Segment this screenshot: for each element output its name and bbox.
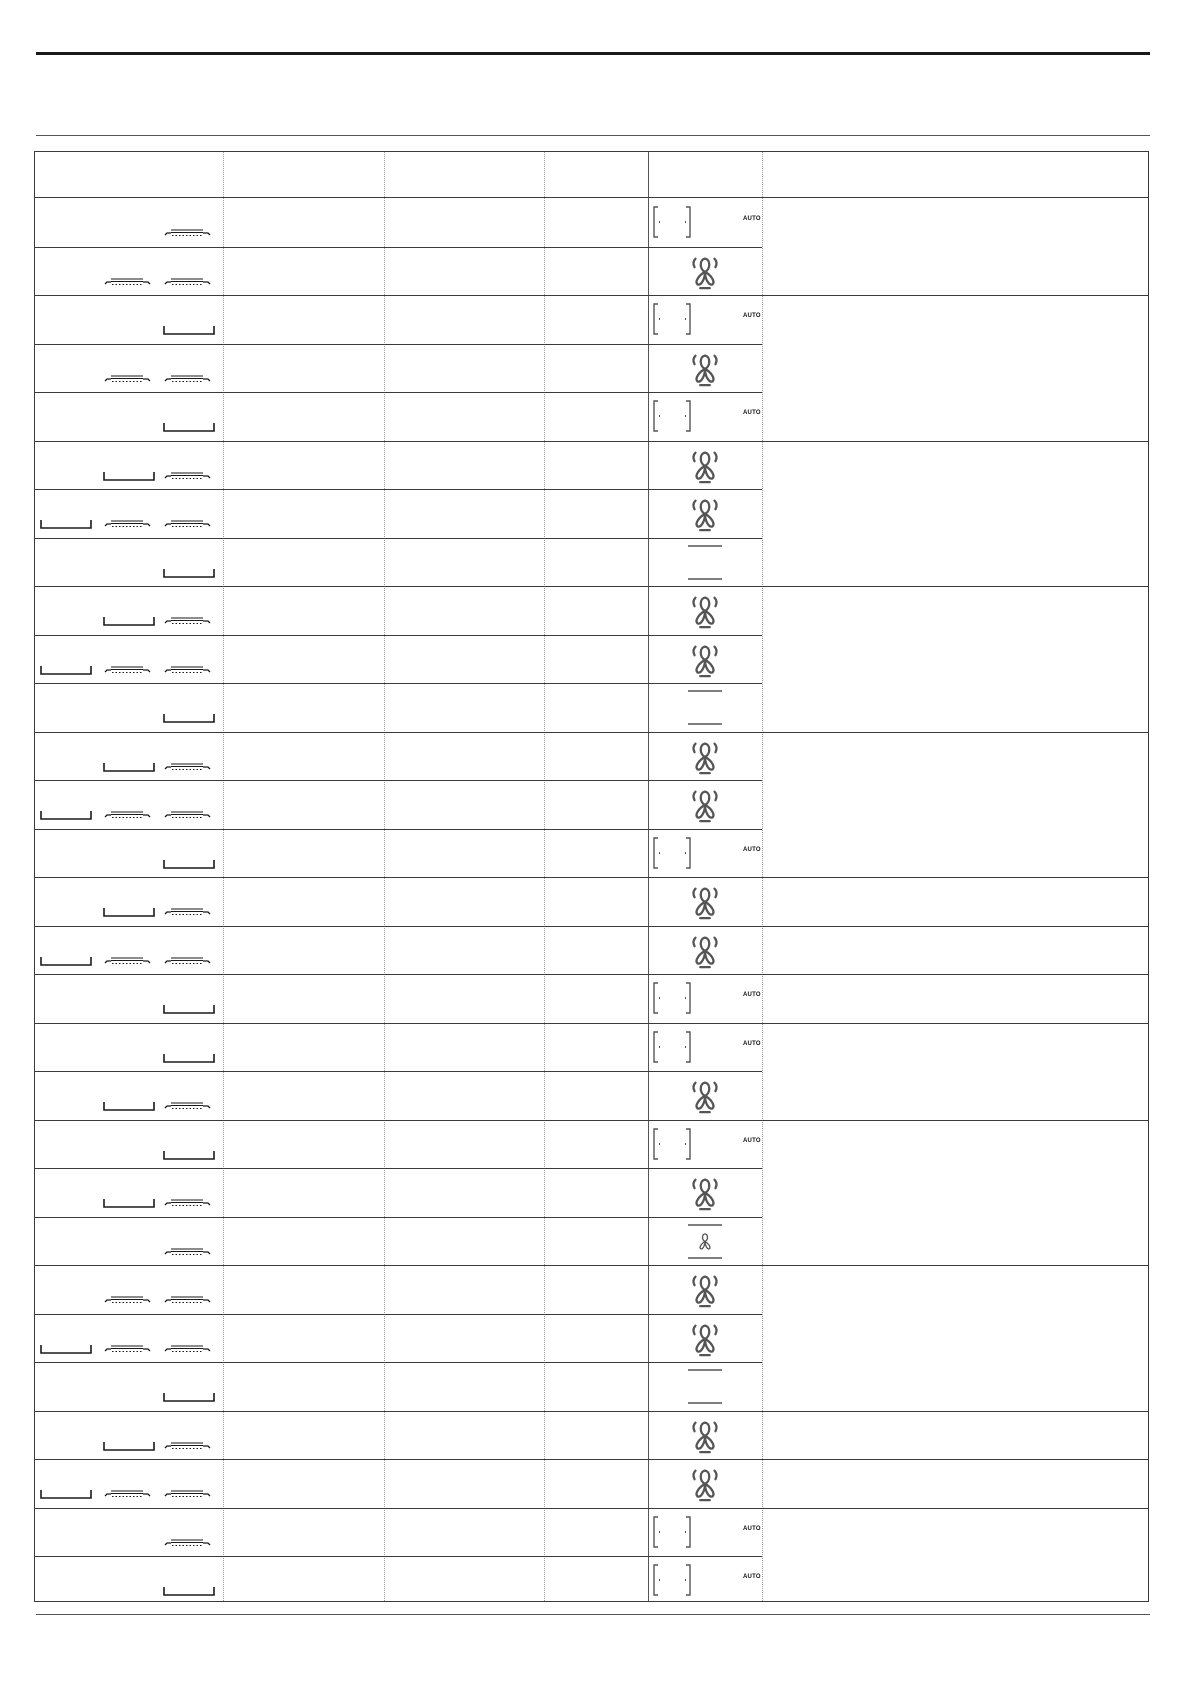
heating-symbols-cell <box>35 732 223 781</box>
heating-symbols-cell <box>35 780 223 829</box>
table-row <box>35 877 1148 926</box>
table-row <box>35 344 1148 393</box>
fan-icon <box>686 1464 724 1502</box>
bottom-heater-icon <box>103 1100 155 1112</box>
mode-symbol-cell <box>648 247 762 296</box>
mode-symbol-cell <box>648 1508 762 1557</box>
mode-symbol-cell <box>648 1362 762 1411</box>
table-row <box>35 392 1148 441</box>
mode-symbol-cell <box>648 295 762 344</box>
mode-symbol-cell <box>648 829 762 878</box>
auto-mode-icon <box>652 1028 692 1066</box>
heating-symbols-cell <box>35 1362 223 1411</box>
mode-symbol-cell <box>648 441 762 490</box>
bottom-heater-icon <box>103 906 155 918</box>
table-row <box>35 1459 1148 1508</box>
header-rule <box>36 52 1150 55</box>
bottom-heater-icon <box>163 567 215 579</box>
table-row <box>35 780 1148 829</box>
bottom-heater-icon <box>40 809 92 821</box>
fan-icon <box>686 1173 724 1211</box>
auto-mode-icon <box>652 979 692 1017</box>
top-heater-icon <box>103 664 155 676</box>
table-row <box>35 683 1148 732</box>
table-row <box>35 489 1148 538</box>
fan-icon <box>686 494 724 532</box>
table-row <box>35 295 1148 344</box>
top-heater-icon <box>163 1440 215 1452</box>
heating-symbols-cell <box>35 1168 223 1217</box>
table-row <box>35 1120 1148 1169</box>
top-heater-icon <box>163 906 215 918</box>
fan-icon <box>686 737 724 775</box>
shelf-position-icon <box>685 542 725 582</box>
top-heater-icon <box>103 276 155 288</box>
mode-symbol-cell <box>648 1120 762 1169</box>
heating-symbols-cell <box>35 295 223 344</box>
auto-label: AUTO <box>743 216 761 223</box>
auto-label: AUTO <box>743 313 761 320</box>
mode-symbol-cell <box>648 586 762 635</box>
bottom-heater-icon <box>103 470 155 482</box>
shelf-position-icon <box>685 1366 725 1406</box>
bottom-heater-icon <box>163 858 215 870</box>
fan-icon <box>686 882 724 920</box>
bottom-heater-icon <box>103 761 155 773</box>
heating-symbols-cell <box>35 1120 223 1169</box>
mode-symbol-cell <box>648 392 762 441</box>
table-row <box>35 538 1148 587</box>
bottom-heater-icon <box>40 1488 92 1500</box>
top-heater-icon <box>163 1537 215 1549</box>
top-heater-icon <box>163 373 215 385</box>
heating-symbols-cell <box>35 877 223 926</box>
heating-symbols-cell <box>35 974 223 1023</box>
auto-label: AUTO <box>743 410 761 417</box>
auto-label: AUTO <box>743 1137 761 1144</box>
table-row <box>35 1023 1148 1072</box>
mode-symbol-cell <box>648 344 762 393</box>
table-row <box>35 1314 1148 1363</box>
bottom-heater-icon <box>163 324 215 336</box>
top-heater-icon <box>103 1343 155 1355</box>
bottom-heater-icon <box>163 712 215 724</box>
heating-symbols-cell <box>35 247 223 296</box>
top-heater-icon <box>163 809 215 821</box>
heating-symbols-cell <box>35 586 223 635</box>
table-row <box>35 829 1148 878</box>
shelf-position-icon <box>685 687 725 727</box>
cooking-modes-table <box>34 151 1149 1602</box>
auto-mode-icon <box>652 1561 692 1599</box>
bottom-heater-icon <box>103 615 155 627</box>
heating-symbols-cell <box>35 1556 223 1605</box>
table-header-row <box>35 152 1148 198</box>
heating-symbols-cell <box>35 1508 223 1557</box>
top-heater-icon <box>163 1343 215 1355</box>
top-heater-icon <box>103 955 155 967</box>
bottom-heater-icon <box>163 1391 215 1403</box>
table-row <box>35 586 1148 635</box>
mode-symbol-cell <box>648 489 762 538</box>
bottom-heater-icon <box>163 1003 215 1015</box>
table-row <box>35 1071 1148 1120</box>
auto-mode-icon <box>652 834 692 872</box>
bottom-heater-icon <box>103 1197 155 1209</box>
fan-icon <box>686 931 724 969</box>
auto-mode-icon <box>652 397 692 435</box>
top-heater-icon <box>103 373 155 385</box>
heating-symbols-cell <box>35 829 223 878</box>
heating-symbols-cell <box>35 1459 223 1508</box>
heating-symbols-cell <box>35 489 223 538</box>
small-fan-icon <box>694 1230 716 1252</box>
mode-symbol-cell <box>648 1023 762 1072</box>
mode-symbol-cell <box>648 635 762 684</box>
top-heater-icon <box>163 470 215 482</box>
top-heater-icon <box>163 761 215 773</box>
heating-symbols-cell <box>35 538 223 587</box>
table-row <box>35 732 1148 781</box>
auto-label: AUTO <box>743 1574 761 1581</box>
table-row <box>35 635 1148 684</box>
top-heater-icon <box>163 1488 215 1500</box>
table-row <box>35 441 1148 490</box>
fan-icon <box>686 1270 724 1308</box>
sub-header-rule <box>36 135 1150 136</box>
fan-icon <box>686 591 724 629</box>
footer-rule <box>36 1614 1150 1615</box>
mode-symbol-cell <box>648 780 762 829</box>
fan-icon <box>686 349 724 387</box>
mode-symbol-cell <box>648 1556 762 1605</box>
heating-symbols-cell <box>35 1023 223 1072</box>
table-row <box>35 1411 1148 1460</box>
table-row <box>35 247 1148 296</box>
mode-symbol-cell <box>648 198 762 247</box>
auto-label: AUTO <box>743 1525 761 1532</box>
heating-symbols-cell <box>35 1217 223 1266</box>
auto-mode-icon <box>652 203 692 241</box>
mode-symbol-cell <box>648 732 762 781</box>
table-row <box>35 198 1148 247</box>
auto-mode-icon <box>652 1513 692 1551</box>
heating-symbols-cell <box>35 1071 223 1120</box>
table-row <box>35 1508 1148 1557</box>
bottom-heater-icon <box>40 1343 92 1355</box>
table-row <box>35 1556 1148 1605</box>
mode-symbol-cell <box>648 538 762 587</box>
bottom-heater-icon <box>40 664 92 676</box>
bottom-heater-icon <box>163 421 215 433</box>
top-heater-icon <box>163 1100 215 1112</box>
heating-symbols-cell <box>35 1314 223 1363</box>
top-heater-icon <box>163 518 215 530</box>
auto-mode-icon <box>652 300 692 338</box>
top-heater-icon <box>163 1197 215 1209</box>
fan-icon <box>686 446 724 484</box>
mode-symbol-cell <box>648 974 762 1023</box>
bottom-heater-icon <box>103 1440 155 1452</box>
fan-icon <box>686 252 724 290</box>
auto-label: AUTO <box>743 992 761 999</box>
table-row <box>35 1362 1148 1411</box>
top-heater-icon <box>163 615 215 627</box>
top-heater-icon <box>163 664 215 676</box>
heating-symbols-cell <box>35 392 223 441</box>
table-row <box>35 974 1148 1023</box>
auto-label: AUTO <box>743 1040 761 1047</box>
bottom-heater-icon <box>163 1585 215 1597</box>
mode-symbol-cell <box>648 1459 762 1508</box>
heating-symbols-cell <box>35 198 223 247</box>
table-row <box>35 926 1148 975</box>
top-heater-icon <box>103 1294 155 1306</box>
bottom-heater-icon <box>40 518 92 530</box>
bottom-heater-icon <box>163 1149 215 1161</box>
mode-symbol-cell <box>648 926 762 975</box>
mode-symbol-cell <box>648 1411 762 1460</box>
heating-symbols-cell <box>35 683 223 732</box>
mode-symbol-cell <box>648 1071 762 1120</box>
mode-symbol-cell <box>648 683 762 732</box>
mode-symbol-cell <box>648 1168 762 1217</box>
top-heater-icon <box>103 1488 155 1500</box>
top-heater-icon <box>163 955 215 967</box>
top-heater-icon <box>163 1294 215 1306</box>
auto-mode-icon <box>652 1125 692 1163</box>
fan-icon <box>686 785 724 823</box>
heating-symbols-cell <box>35 635 223 684</box>
top-heater-icon <box>163 276 215 288</box>
heating-symbols-cell <box>35 344 223 393</box>
heating-symbols-cell <box>35 926 223 975</box>
top-heater-icon <box>103 809 155 821</box>
auto-label: AUTO <box>743 846 761 853</box>
fan-icon <box>686 640 724 678</box>
fan-icon <box>686 1319 724 1357</box>
top-heater-icon <box>163 227 215 239</box>
fan-icon <box>686 1416 724 1454</box>
mode-symbol-cell <box>648 1265 762 1314</box>
bottom-heater-icon <box>40 955 92 967</box>
heating-symbols-cell <box>35 1265 223 1314</box>
mode-symbol-cell <box>648 877 762 926</box>
top-heater-icon <box>163 1246 215 1258</box>
heating-symbols-cell <box>35 441 223 490</box>
fan-icon <box>686 1076 724 1114</box>
table-row <box>35 1168 1148 1217</box>
mode-symbol-cell <box>648 1314 762 1363</box>
mode-symbol-cell <box>648 1217 762 1266</box>
bottom-heater-icon <box>163 1052 215 1064</box>
heating-symbols-cell <box>35 1411 223 1460</box>
table-row <box>35 1265 1148 1314</box>
table-row <box>35 1217 1148 1266</box>
top-heater-icon <box>103 518 155 530</box>
